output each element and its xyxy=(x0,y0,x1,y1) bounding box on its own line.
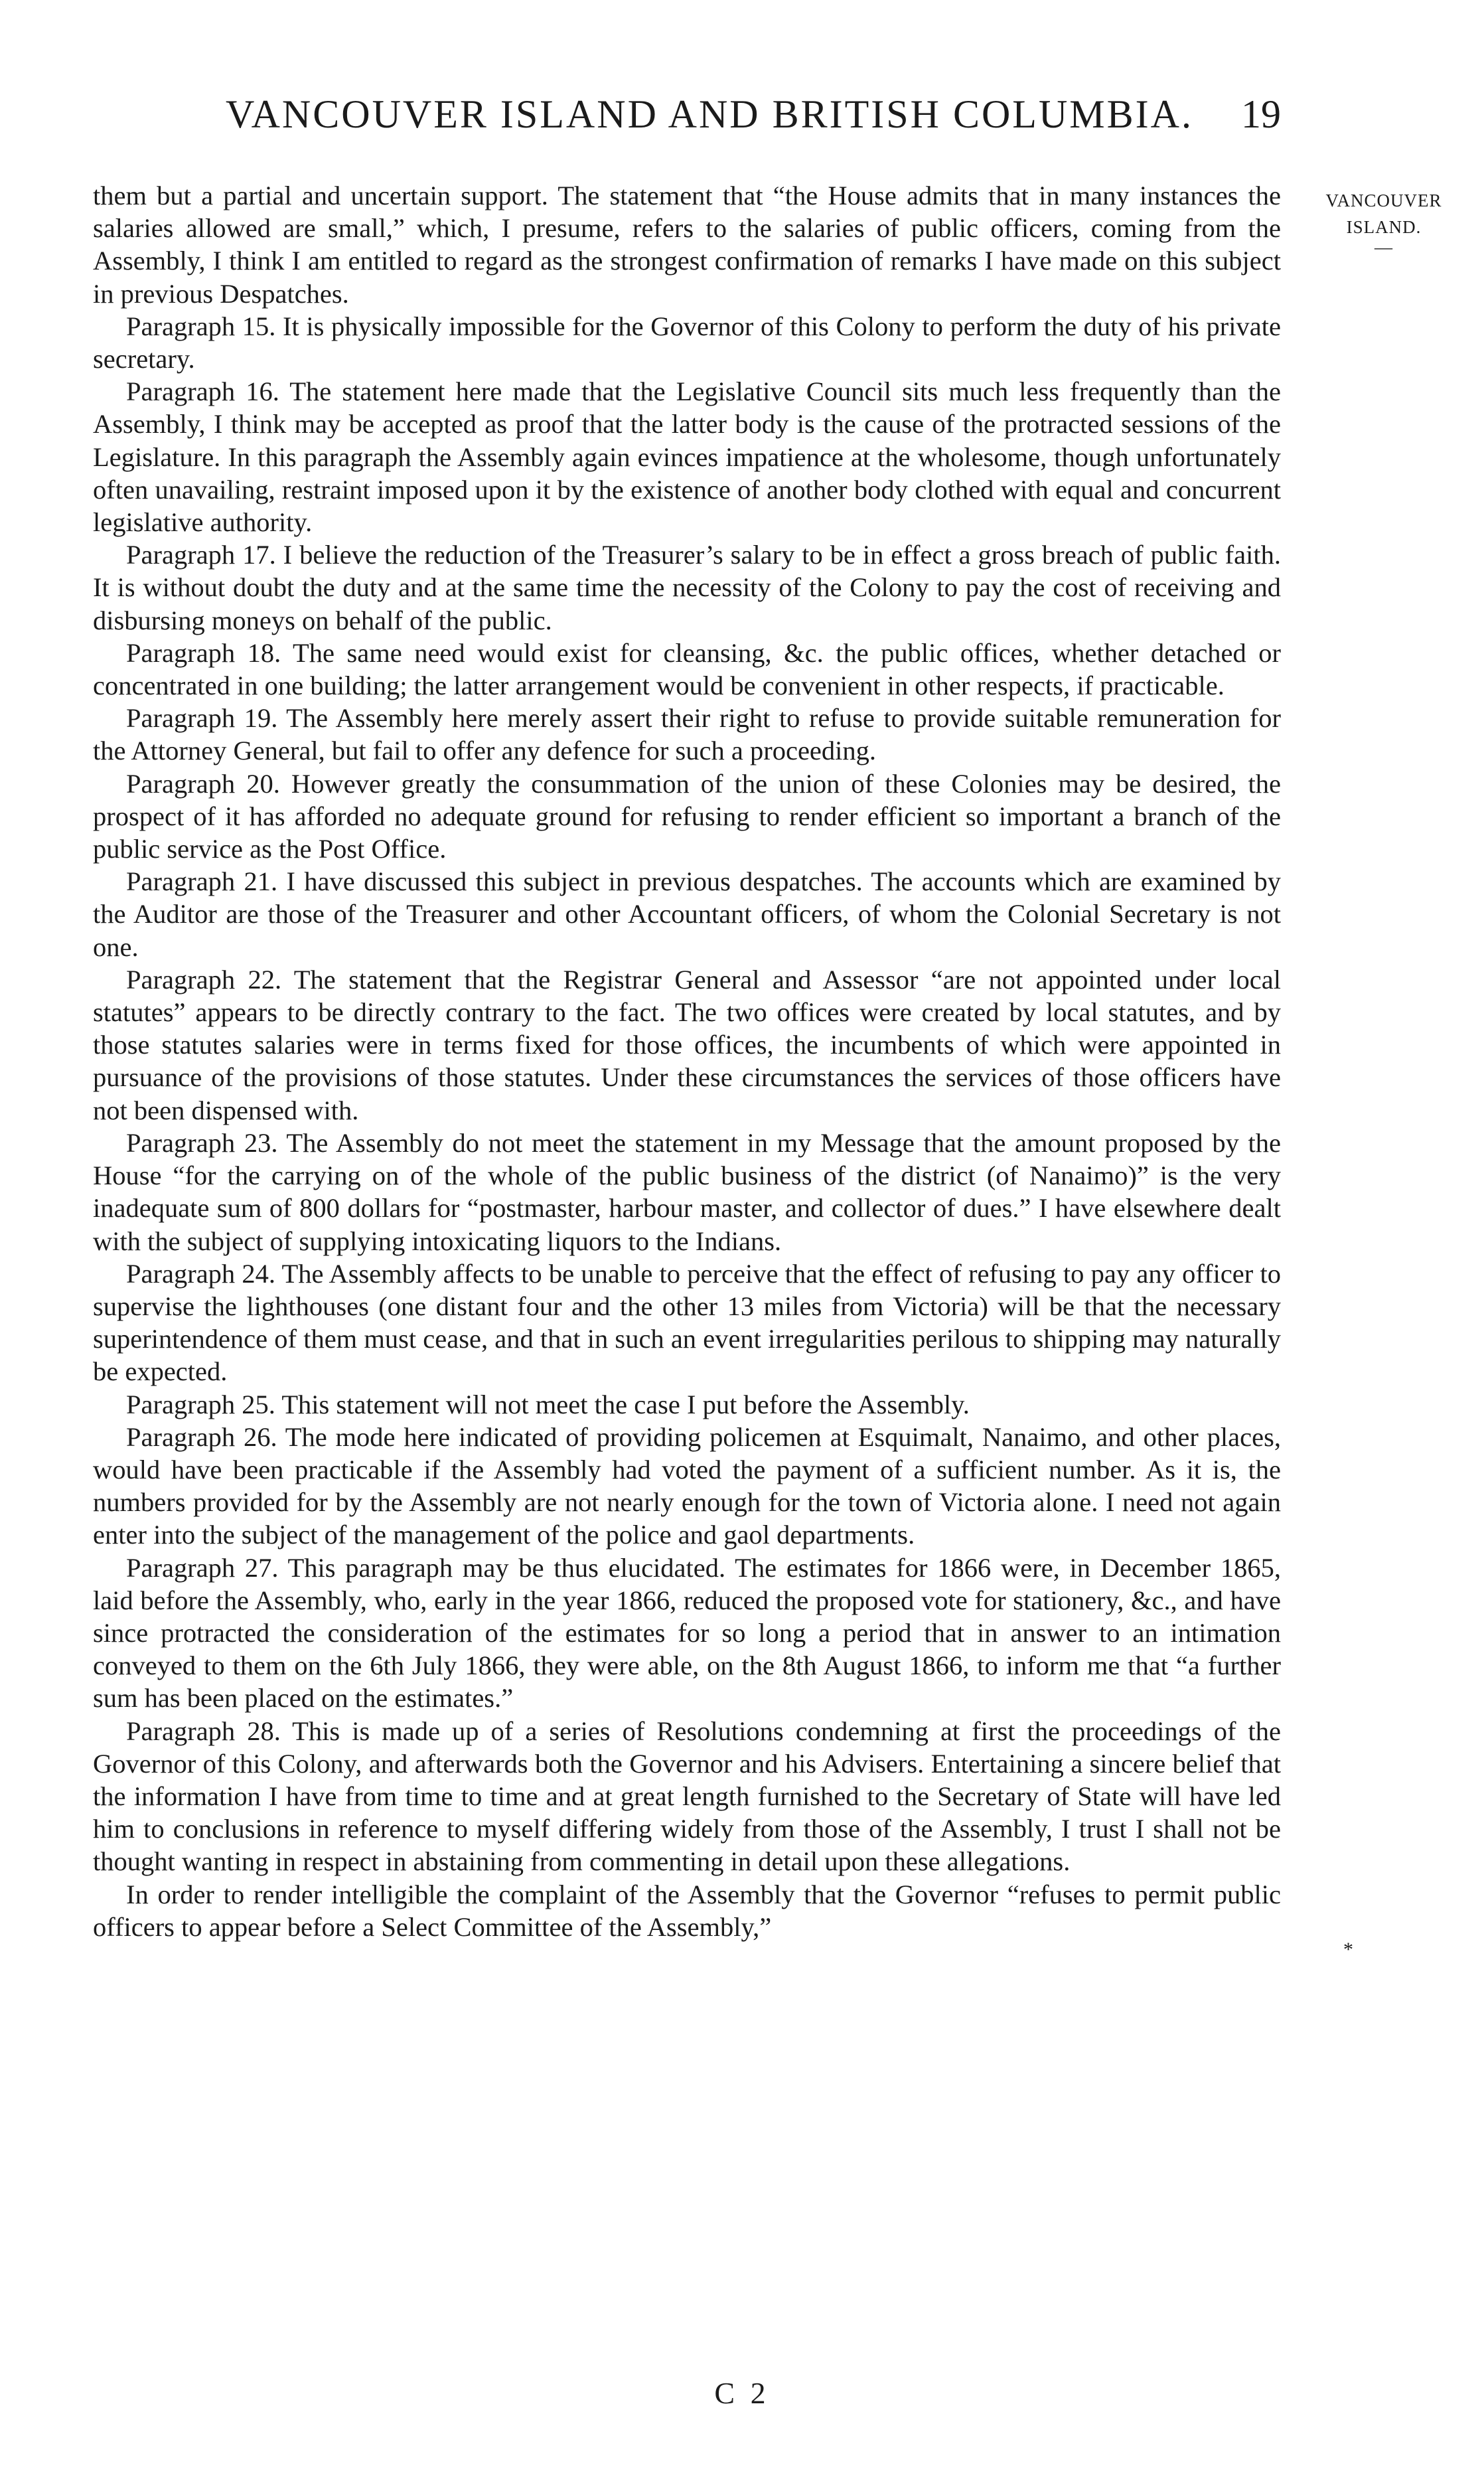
running-title: VANCOUVER ISLAND AND BRITISH COLUMBIA. xyxy=(226,92,1193,136)
paragraph-27: Paragraph 27. This paragraph may be thus elucidated. The estimates for 1866 were, in December 1865, laid before the Assembly, who, early in the year 1866, reduced the proposed vote for stationery, &c., and have since protracted the consideration of the estimates for so long a period that in answer to an intimation conveyed to them on the 6th July 1866, they were able, on the 8th August 1866, to inform me that “a further sum has been placed on the estimates.” xyxy=(93,1552,1281,1714)
paragraph-19: Paragraph 19. The Assembly here merely assert their right to refuse to provide suitable remuneration for the Attorney General, but fail to offer any defence for such a proceeding. xyxy=(93,703,1281,766)
paragraph-26: Paragraph 26. The mode here indicated of providing policemen at Esquimalt, Nanaimo, and other places, would have been practicable if the Assembly had voted the payment of a sufficient number. As it is, the numbers provided for by the Assembly are not nearly enough for the town of Victoria alone. I need not again enter into the subject of the management of the police and gaol departments. xyxy=(93,1421,1281,1550)
margin-note-line-1: VANCOUVER xyxy=(1325,191,1442,210)
running-head xyxy=(93,92,1281,151)
paragraph-22: Paragraph 22. The statement that the Registrar General and Assessor “are not appointed under local statutes” appears to be directly contrary to the fact. The two offices were created by local statutes, and by those statutes salaries were in terms fixed for those offices, the incumbents of which were appointed in pursuance of the provisions of those statutes. Under these circumstances the services of those officers have not been dispensed with. xyxy=(93,964,1281,1125)
paragraph-28: Paragraph 28. This is made up of a series of Resolutions condemning at first the proceedings of the Governor of this Colony, and afterwards both the Governor and his Advisers. Entertaining a sincere belief that the information I have from time to time and at great length furnished to the Secretary of State will have led him to conclusions in reference to myself differing widely from those of the Assembly, I trust I shall not be thought wanting in respect in abstaining from commenting in detail upon these allegations. xyxy=(93,1716,1281,1877)
signature-mark: C 2 xyxy=(714,2376,770,2410)
paragraph-23: Paragraph 23. The Assembly do not meet the statement in my Message that the amount proposed by the House “for the carrying on of the whole of the public business of the district (of Nanaimo)” is the very inadequate sum of 800 dollars for “postmaster, harbour master, and collector of dues.” I have elsewhere dealt with the subject of supplying intoxicating liquors to the Indians. xyxy=(93,1127,1281,1256)
paragraph-20: Paragraph 20. However greatly the consummation of the union of these Colonies may be desired, the prospect of it has afforded no adequate ground for refusing to render efficient so important a branch of the public service as the Post Office. xyxy=(93,768,1281,864)
paragraph-18: Paragraph 18. The same need would exist for cleansing, &c. the public offices, whether detached or concentrated in one building; the latter arrangement would be convenient in other respects, if practicable. xyxy=(93,637,1281,701)
page-number: 19 xyxy=(1241,92,1281,136)
margin-note xyxy=(1301,187,1467,257)
body-text xyxy=(93,179,1281,1943)
paragraph-24: Paragraph 24. The Assembly affects to be unable to perceive that the effect of refusing to pay any officer to supervise the lighthouses (one distant four and the other 13 miles from Victoria) will be that the necessary superintendence of them must cease, and that in such an event irregularities perilous to shipping may naturally be expected. xyxy=(93,1258,1281,1387)
paragraph-closing: In order to render intelligible the complaint of the Assembly that the Governor “refuses to permit public officers to appear before a Select Committee of the Assembly,” xyxy=(93,1879,1281,1942)
paragraph-17: Paragraph 17. I believe the reduction of the Treasurer’s salary to be in effect a gross breach of public faith. It is without doubt the duty and at the same time the necessity of the Colony to pay the cost of receiving and disbursing moneys on behalf of the public. xyxy=(93,540,1281,635)
paragraph-21: Paragraph 21. I have discussed this subject in previous despatches. The accounts which are examined by the Auditor are those of the Treasurer and other Accountant officers, of whom the Colonial Secretary is not one. xyxy=(93,866,1281,962)
marginal-asterisk: * xyxy=(1343,1939,1353,1960)
paragraph-25: Paragraph 25. This statement will not meet the case I put before the Assembly. xyxy=(126,1389,970,1419)
margin-note-line-2: ISLAND. xyxy=(1346,217,1422,237)
paragraph-15: Paragraph 15. It is physically impossible for the Governor of this Colony to perform the duty of his private secretary. xyxy=(93,311,1281,374)
paragraph-continuation: them but a partial and uncertain support. The statement that “the House admits that in many instances the salaries allowed are small,” which, I presume, refers to the salaries of public officers, coming from the Assembly, I think I am entitled to regard as the strongest confirmation of remarks I have made on this subject in previous Despatches. xyxy=(93,181,1281,309)
margin-note-dash: — xyxy=(1374,237,1393,257)
paragraph-16: Paragraph 16. The statement here made that the Legislative Council sits much less frequently than the Assembly, I think may be accepted as proof that the latter body is the cause of the protracted sessions of the Legislature. In this paragraph the Assembly again evinces impatience at the wholesome, though unfortunately often unavailing, restraint imposed upon it by the existence of another body clothed with equal and concurrent legislative authority. xyxy=(93,376,1281,538)
